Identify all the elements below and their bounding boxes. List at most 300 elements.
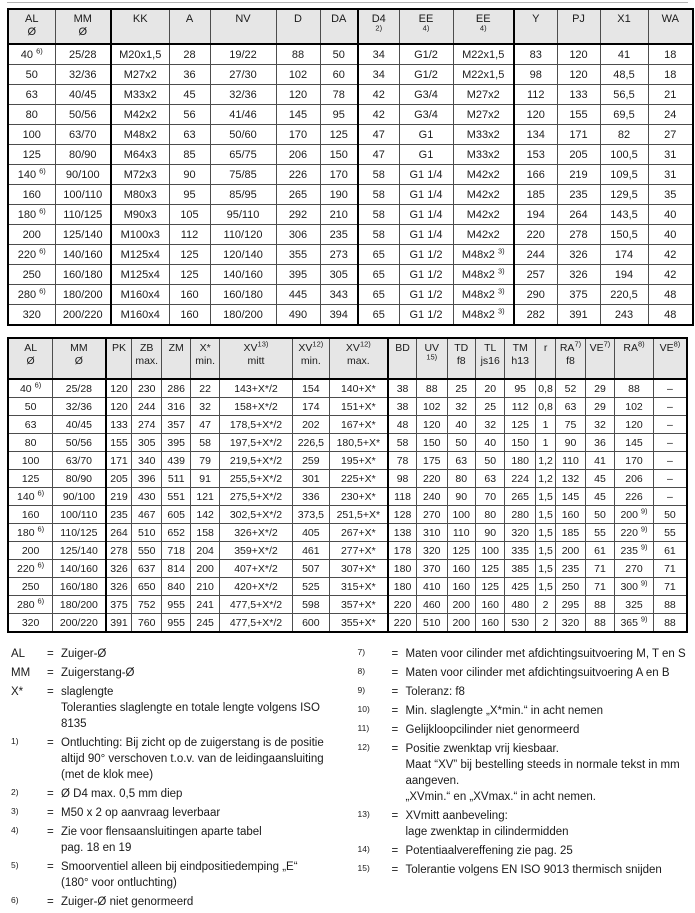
table-cell: 90 [475, 524, 504, 542]
table-cell: 58 [191, 434, 219, 452]
footnote-item [354, 646, 689, 662]
table-cell: M42x2 [453, 185, 514, 205]
table-cell: 132 [556, 470, 585, 488]
table-cell: 112 [514, 85, 557, 105]
table-cell: 80 [475, 506, 504, 524]
table-cell: 305 [320, 265, 358, 285]
table-cell: 151+X* [329, 398, 388, 416]
table-cell: 955 [161, 614, 190, 633]
table-cell: 42 [358, 85, 399, 105]
table-cell: 40/45 [55, 85, 111, 105]
table-cell: 36 [169, 65, 210, 85]
table-cell: 88 [276, 44, 320, 65]
table-cell: 180 [505, 452, 535, 470]
footnote-line: Toleranties slaglengte en totale lengte volgens ISO 8135 [61, 702, 320, 730]
footnote-text [392, 646, 689, 662]
table-cell: 56,5 [600, 85, 648, 105]
table-cell: 340 [132, 452, 161, 470]
table-cell: 250 [8, 578, 53, 596]
footnote-item [354, 722, 689, 738]
table-cell: 955 [161, 596, 190, 614]
table-cell: 244 [514, 245, 557, 265]
table-cell: 45 [585, 488, 614, 506]
table-cell: 551 [161, 488, 190, 506]
table-cell: 158 [191, 524, 219, 542]
footnote-line: lage zwenktap in cilindermidden [405, 826, 569, 838]
table-cell: 178 [388, 542, 416, 560]
table-cell: 160/180 [210, 285, 276, 305]
footnote-item [7, 646, 348, 662]
table-cell: M100x3 [111, 225, 169, 245]
footnote-marker: 15) [357, 863, 370, 873]
table-cell: 105 [169, 205, 210, 225]
table-cell: 29 [585, 398, 614, 416]
footnotes-left-column [7, 646, 348, 913]
table-cell: 50/60 [210, 125, 276, 145]
table-cell: 125 [447, 542, 475, 560]
table-cell: 278 [557, 225, 600, 245]
table-cell: 69,5 [600, 105, 648, 125]
table-cell: 160 [556, 506, 585, 524]
table-cell: 21 [648, 85, 693, 105]
table-cell: 1,5 [535, 524, 555, 542]
table-cell: 385 [505, 560, 535, 578]
column-header: RA$^{8)}$ [615, 338, 654, 379]
table-cell: – [653, 452, 687, 470]
table-cell: 133 [557, 85, 600, 105]
table-cell: 235 [106, 506, 132, 524]
footnote-item [7, 665, 348, 681]
table-cell: 32/36 [55, 65, 111, 85]
table-cell: 36 [585, 434, 614, 452]
table-cell: 235 $^{9)}$ [615, 542, 654, 560]
footnote-line: (180° voor ontluchting) [61, 877, 177, 889]
table-cell: 320 [8, 305, 55, 326]
footnote-line: = Zuigerstang-Ø [47, 667, 135, 679]
table-cell: 150 [505, 434, 535, 452]
table-cell: 90 [447, 488, 475, 506]
footnote-marker: 2) [11, 787, 19, 797]
table-cell: 25 [475, 398, 504, 416]
table-cell: G1 1/2 [399, 245, 453, 265]
footnote-marker: 4) [11, 825, 19, 835]
column-header: EE $^{4)}$ [453, 9, 514, 44]
table-cell: 29 [585, 379, 614, 398]
column-header: VE$^{8)}$ [653, 338, 687, 379]
column-header: XV$^{12)}$ max. [329, 338, 388, 379]
footnote-item [354, 703, 689, 719]
table-cell: 40 [648, 205, 693, 225]
table-cell: 180/200 [210, 305, 276, 326]
table-cell: 1,2 [535, 452, 555, 470]
column-header: D [276, 9, 320, 44]
table-cell: 50/56 [55, 105, 111, 125]
table-header-row [8, 338, 687, 379]
table-cell: 310 [417, 524, 447, 542]
table-cell: 25/28 [55, 44, 111, 65]
top-divider [7, 2, 688, 3]
footnote-item [354, 665, 689, 681]
table-cell: 50 [320, 44, 358, 65]
table-cell: 140 $^{6)}$ [8, 165, 55, 185]
table-cell: 598 [293, 596, 330, 614]
table-cell: 290 [514, 285, 557, 305]
table-cell: 55 [653, 524, 687, 542]
footnote-line: = Zie voor flensaansluitingen aparte tabel [47, 826, 262, 838]
table-cell: M48x2 $^{3)}$ [453, 265, 514, 285]
footnote-line: = XVmitt aanbeveling: [391, 810, 508, 822]
table-cell: 202 [293, 416, 330, 434]
table-cell: 275,5+X*/2 [219, 488, 292, 506]
table-cell: 20 [475, 379, 504, 398]
table-cell: 355+X* [329, 614, 388, 633]
table-cell: 326 [106, 578, 132, 596]
table-cell: 394 [320, 305, 358, 326]
table-cell: 79 [191, 452, 219, 470]
footnote-text [392, 808, 689, 840]
table-cell: 61 [653, 542, 687, 560]
table-cell: 47 [358, 125, 399, 145]
table-row [8, 105, 693, 125]
table-cell: 98 [388, 470, 416, 488]
footnote-text [47, 824, 348, 856]
table-cell: 220 [417, 470, 447, 488]
table-row [8, 65, 693, 85]
footnote-line: „XVmin.“ en „XVmax.“ in acht nemen. [405, 791, 596, 803]
table-cell: 50 [585, 506, 614, 524]
table-cell: 244 [132, 398, 161, 416]
table-cell: 814 [161, 560, 190, 578]
column-header: XV$^{12)}$ min. [293, 338, 330, 379]
table-row [8, 85, 693, 105]
table-cell: M125x4 [111, 265, 169, 285]
footnote-line: altijd 90° verschoven t.o.v. van de leidingaansluiting [61, 753, 324, 765]
table-cell: 112 [169, 225, 210, 245]
table-cell: 370 [417, 560, 447, 578]
table-cell: 280 [505, 506, 535, 524]
table-cell: 305 [132, 434, 161, 452]
footnote-item [354, 808, 689, 840]
footnote-marker: 6) [11, 895, 19, 905]
dimension-table-1 [7, 8, 694, 326]
table-cell: 1,2 [535, 470, 555, 488]
table-cell: 134 [514, 125, 557, 145]
table-cell: 300 $^{9)}$ [615, 578, 654, 596]
table-cell: 1,5 [535, 488, 555, 506]
table-cell: G1 1/4 [399, 165, 453, 185]
table-cell: 180,5+X* [329, 434, 388, 452]
footnote-line: = M50 x 2 op aanvraag leverbaar [47, 807, 221, 819]
table-cell: 226 [615, 488, 654, 506]
table-cell: 204 [191, 542, 219, 560]
table-cell: 326 [557, 245, 600, 265]
table-cell: G1 1/2 [399, 305, 453, 326]
table-cell: 118 [388, 488, 416, 506]
table-cell: M27x2 [453, 85, 514, 105]
footnote-line: = Zuiger-Ø niet genormeerd [47, 896, 194, 908]
table-cell: M42x2 [453, 225, 514, 245]
table-cell: 158+X*/2 [219, 398, 292, 416]
table-cell: 32 [191, 398, 219, 416]
table-cell: 205 [557, 145, 600, 165]
table-cell: 343 [320, 285, 358, 305]
table-cell: 48 [648, 285, 693, 305]
table-cell: 140+X* [329, 379, 388, 398]
footnote-text [47, 735, 348, 783]
footnote-line: Maat “XV” bij bestelling steeds in normale tekst in mm [405, 759, 680, 771]
table-header-row [8, 9, 693, 44]
table-row [8, 125, 693, 145]
table-row [8, 44, 693, 65]
table-cell: 200 [556, 542, 585, 560]
table-cell: 365 $^{9)}$ [615, 614, 654, 633]
table-cell: 235 [556, 560, 585, 578]
table-row [8, 596, 687, 614]
table-cell: 295 [556, 596, 585, 614]
table-cell: 65 [358, 245, 399, 265]
footnote-text [47, 786, 348, 802]
table-cell: 230+X* [329, 488, 388, 506]
table-cell: 477,5+X*/2 [219, 596, 292, 614]
table-cell: 0,8 [535, 379, 555, 398]
footnote-line: = Smoorventiel alleen bij eindpositiedemping „E“ [47, 861, 298, 873]
column-header: X1 [600, 9, 648, 44]
table-cell: 286 [161, 379, 190, 398]
table-row [8, 285, 693, 305]
footnote-text [392, 741, 689, 805]
footnote-text [47, 894, 348, 910]
table-cell: 375 [106, 596, 132, 614]
table-cell: 31 [648, 165, 693, 185]
table-cell: 88 [653, 614, 687, 633]
footnotes-section [7, 646, 688, 913]
table-cell: 180 [388, 578, 416, 596]
column-header: PK [106, 338, 132, 379]
table-cell: 219,5+X*/2 [219, 452, 292, 470]
table-cell: 65/75 [210, 145, 276, 165]
footnotes-right-column [348, 646, 689, 913]
column-header: ZB max. [132, 338, 161, 379]
table-cell: 270 [615, 560, 654, 578]
table-cell: 100/110 [55, 185, 111, 205]
table-cell: 250 [8, 265, 55, 285]
table-cell: 1,5 [535, 542, 555, 560]
table-cell: 102 [615, 398, 654, 416]
table-cell: 125 [169, 265, 210, 285]
table-cell: 405 [293, 524, 330, 542]
footnote-line: = Maten voor cilinder met afdichtingsuitvoering A en B [391, 667, 670, 679]
table-cell: 120 [557, 44, 600, 65]
table-row [8, 305, 693, 326]
table-cell: 507 [293, 560, 330, 578]
table-cell: 31 [648, 145, 693, 165]
table-cell: 50 [653, 506, 687, 524]
table-cell: 78 [320, 85, 358, 105]
footnote-text [392, 843, 689, 859]
table-cell: 194 [514, 205, 557, 225]
table-cell: 160 [447, 578, 475, 596]
column-header: TD f8 [447, 338, 475, 379]
table-cell: 273 [320, 245, 358, 265]
table-cell: 41/46 [210, 105, 276, 125]
table-cell: 175 [417, 452, 447, 470]
footnote-line: pag. 18 en 19 [61, 842, 132, 854]
table-row [8, 165, 693, 185]
table-cell: 171 [557, 125, 600, 145]
table-cell: G3/4 [399, 85, 453, 105]
table-row [8, 560, 687, 578]
table-cell: 65 [358, 305, 399, 326]
table-cell: 75/85 [210, 165, 276, 185]
footnote-line: = Zuiger-Ø [47, 648, 107, 660]
table-cell: 315+X* [329, 578, 388, 596]
table-cell: 220,5 [600, 285, 648, 305]
table-cell: 41 [600, 44, 648, 65]
table-cell: 2 [535, 596, 555, 614]
table-cell: 220 $^{6)}$ [8, 560, 53, 578]
table-cell: 226 [276, 165, 320, 185]
table-cell: 259 [293, 452, 330, 470]
table-cell: M80x3 [111, 185, 169, 205]
table-row [8, 470, 687, 488]
table-cell: 185 [514, 185, 557, 205]
table-cell: 63/70 [55, 125, 111, 145]
table-cell: 650 [132, 578, 161, 596]
table-cell: 170 [615, 452, 654, 470]
table-cell: M125x4 [111, 245, 169, 265]
table-cell: 264 [106, 524, 132, 542]
table-cell: 395 [276, 265, 320, 285]
table-cell: 125 [169, 245, 210, 265]
table-cell: 83 [514, 44, 557, 65]
table-row [8, 205, 693, 225]
table-cell: 80/90 [53, 470, 106, 488]
table-cell: 58 [358, 225, 399, 245]
table-cell: 255,5+X*/2 [219, 470, 292, 488]
table-cell: M33x2 [111, 85, 169, 105]
table-cell: 65 [358, 285, 399, 305]
table-cell: 90 [556, 434, 585, 452]
table-cell: 48 [388, 416, 416, 434]
footnote-marker: 5) [11, 860, 19, 870]
table-cell: 274 [132, 416, 161, 434]
table-cell: 82 [600, 125, 648, 145]
table-cell: M48x2 $^{3)}$ [453, 245, 514, 265]
table-cell: 45 [585, 470, 614, 488]
table-cell: 125 [8, 145, 55, 165]
table-cell: 71 [653, 560, 687, 578]
table-cell: 359+X*/2 [219, 542, 292, 560]
table-cell: 60 [320, 65, 358, 85]
table-cell: 125 [475, 578, 504, 596]
table-cell: 439 [161, 452, 190, 470]
table-cell: 88 [585, 596, 614, 614]
table-cell: 160 [475, 596, 504, 614]
table-cell: 78 [388, 452, 416, 470]
table-cell: 170 [276, 125, 320, 145]
table-cell: 373,5 [293, 506, 330, 524]
footnote-line: = Positie zwenktap vrij kiesbaar. [391, 743, 559, 755]
table-cell: 95/110 [210, 205, 276, 225]
table-cell: 153 [514, 145, 557, 165]
table-cell: 140/160 [53, 560, 106, 578]
table-cell: 19/22 [210, 44, 276, 65]
footnote-text [392, 722, 689, 738]
table-cell: 42 [358, 105, 399, 125]
table-cell: 155 [106, 434, 132, 452]
table-row [8, 506, 687, 524]
table-cell: 326 [106, 560, 132, 578]
table-row [8, 398, 687, 416]
table-cell: 320 [8, 614, 53, 633]
table-row [8, 488, 687, 506]
table-cell: 200 [447, 614, 475, 633]
table-cell: 71 [585, 578, 614, 596]
table-cell: 91 [191, 470, 219, 488]
table-cell: 88 [417, 379, 447, 398]
table-row [8, 434, 687, 452]
footnote-text [47, 646, 348, 662]
table-row [8, 416, 687, 434]
table-cell: 270 [417, 506, 447, 524]
table-cell: 1 [535, 434, 555, 452]
table-cell: 230 [132, 379, 161, 398]
table-cell: 100 [447, 506, 475, 524]
table-cell: 52 [556, 379, 585, 398]
table-cell: 32 [585, 416, 614, 434]
table-cell: 0,8 [535, 398, 555, 416]
table-cell: M20x1,5 [111, 44, 169, 65]
table-cell: 160 [8, 506, 53, 524]
table-cell: 326+X*/2 [219, 524, 292, 542]
table-cell: 320 [505, 524, 535, 542]
table-cell: 241 [191, 596, 219, 614]
table-cell: 257 [514, 265, 557, 285]
table-cell: 120 [417, 416, 447, 434]
table-cell: 200/220 [55, 305, 111, 326]
table-cell: 140/160 [55, 245, 111, 265]
table-cell: 167+X* [329, 416, 388, 434]
footnote-marker: MM [11, 667, 31, 679]
table-cell: 282 [514, 305, 557, 326]
table-cell: 25/28 [53, 379, 106, 398]
table-cell: 160 [475, 614, 504, 633]
table-cell: 22 [191, 379, 219, 398]
table-cell: 58 [358, 185, 399, 205]
table-cell: 245 [191, 614, 219, 633]
table-cell: 80 [8, 105, 55, 125]
column-header: VE$^{7)}$ [585, 338, 614, 379]
table-cell: 160/180 [55, 265, 111, 285]
column-header: AL Ø [8, 9, 55, 44]
column-header: ZM [161, 338, 190, 379]
table-cell: 180 $^{6)}$ [8, 524, 53, 542]
table-cell: 550 [132, 542, 161, 560]
column-header: X* min. [191, 338, 219, 379]
table-cell: 42 [648, 245, 693, 265]
table-cell: 58 [358, 165, 399, 185]
table-cell: 32 [447, 398, 475, 416]
footnote-marker: 3) [11, 806, 19, 816]
table-cell: 178,5+X*/2 [219, 416, 292, 434]
table-cell: 65 [358, 265, 399, 285]
table-cell: 56 [169, 105, 210, 125]
table-cell: 125 [475, 560, 504, 578]
table-cell: 145 [276, 105, 320, 125]
table-cell: 1,5 [535, 506, 555, 524]
column-header: UV $^{15)}$ [417, 338, 447, 379]
column-header: BD [388, 338, 416, 379]
